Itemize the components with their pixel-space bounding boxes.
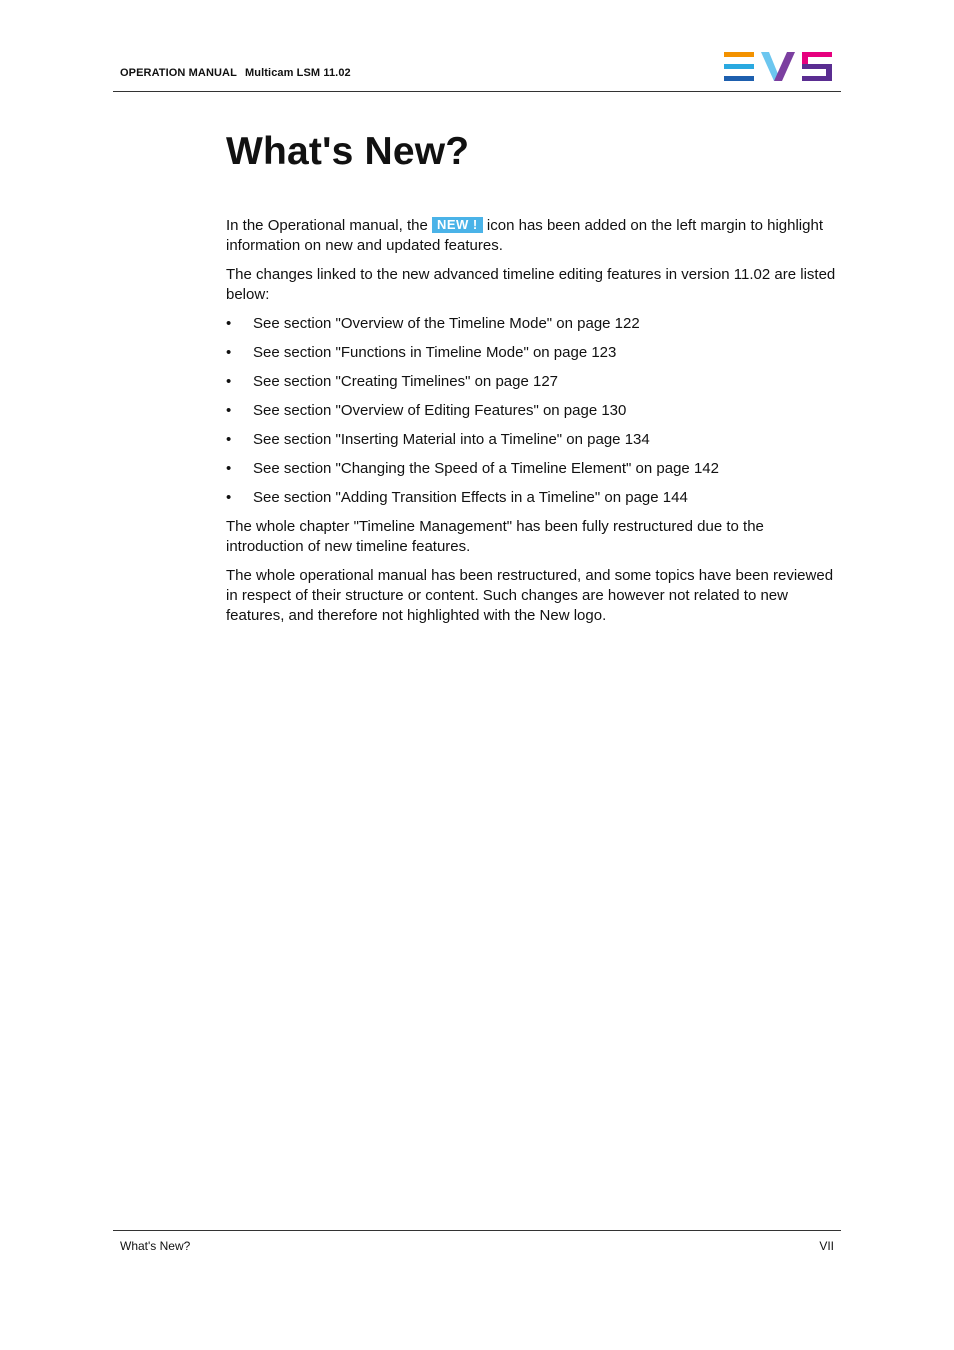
section-list [226,314,841,508]
evs-logo [724,52,834,82]
bullet: • [226,431,232,448]
list-item[interactable] [226,343,841,363]
list-item[interactable] [226,488,841,508]
list-item[interactable] [226,372,841,392]
bullet: • [226,315,232,332]
section-link[interactable]: See section "Inserting Material into a Timeline" on page 134 [253,431,650,448]
logo-v-right [774,52,795,81]
bullet: • [226,373,232,390]
bullet: • [226,489,232,506]
page-footer [113,1230,841,1253]
bullet: • [226,402,232,419]
list-item[interactable] [226,430,841,450]
bullet: • [226,460,232,477]
list-item[interactable] [226,314,841,334]
logo-e-bottom [724,76,754,81]
intro-paragraph [226,216,841,256]
section-link[interactable]: See section "Adding Transition Effects in a Timeline" on page 144 [253,489,688,506]
page-title: What's New? [226,130,470,173]
intro-text-after: icon has been added on the left margin to highlight information on new and updated features. [226,217,823,254]
chapter-paragraph: The whole chapter "Timeline Management" has been fully restructured due to the introduction of new timeline features. [226,518,764,555]
section-link[interactable]: See section "Overview of Editing Features" on page 130 [253,402,627,419]
logo-s-top [802,52,832,64]
changes-intro-paragraph: The changes linked to the new advanced timeline editing features in version 11.02 are listed below: [226,266,836,303]
logo-e-mid [724,64,754,69]
header-doc-type: OPERATION MANUAL [120,67,237,79]
manual-paragraph: The whole operational manual has been restructured, and some topics have been reviewed in respect of their structure or content. Such changes are however not related to new features, and therefore not highlighted with the New logo. [226,567,834,624]
list-item[interactable] [226,401,841,421]
logo-e-top [724,52,754,57]
intro-text-before: In the Operational manual, the [226,217,428,234]
section-link[interactable]: See section "Creating Timelines" on page 127 [253,373,559,390]
section-link[interactable]: See section "Overview of the Timeline Mode" on page 122 [253,315,640,332]
footer-section: What's New? [120,1239,191,1253]
list-item[interactable] [226,459,841,479]
logo-s-bottom [802,64,832,81]
header-title [120,67,351,79]
footer-page-number: VII [819,1239,834,1253]
page-body [226,216,841,635]
header-product: Multicam LSM 11.02 [245,67,351,79]
bullet: • [226,344,232,361]
section-link[interactable]: See section "Functions in Timeline Mode" on page 123 [253,344,617,361]
new-badge-icon: NEW ! [432,217,483,233]
page-header [113,50,841,92]
section-link[interactable]: See section "Changing the Speed of a Timeline Element" on page 142 [253,460,719,477]
logo-v-left [761,52,778,81]
